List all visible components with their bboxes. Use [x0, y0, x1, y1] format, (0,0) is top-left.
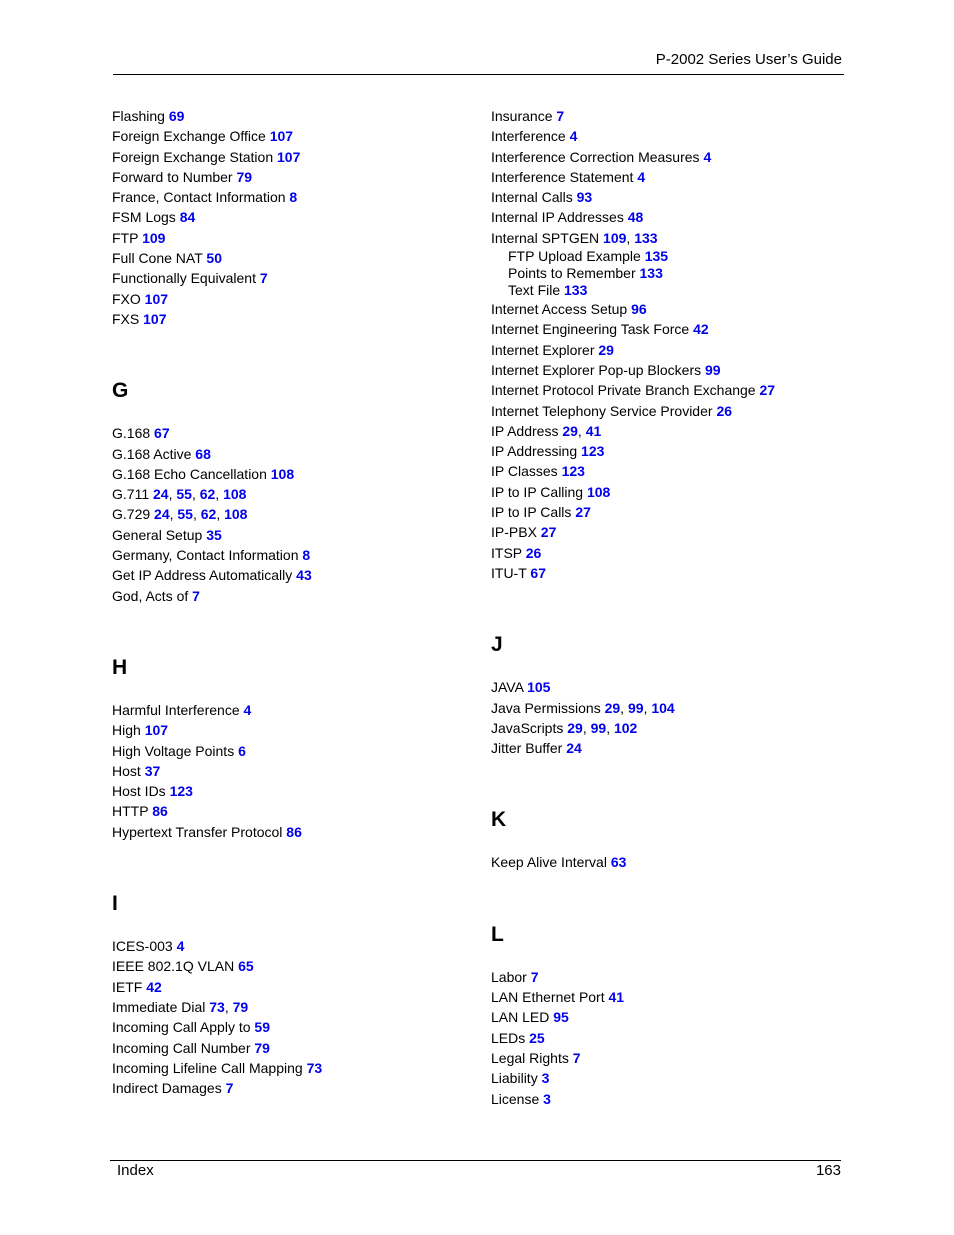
index-entry	[491, 987, 851, 1007]
index-entry	[491, 1048, 851, 1068]
index-term: Internal SPTGEN	[491, 229, 600, 246]
index-entry: Immediate Dial 73, 79	[112, 998, 249, 1015]
index-entry	[112, 1038, 472, 1058]
page-link[interactable]: 86	[286, 823, 302, 840]
index-entry	[491, 1089, 851, 1109]
index-term: Internet Telephony Service Provider	[491, 402, 713, 419]
index-entry	[112, 464, 472, 484]
page-link[interactable]: 102	[613, 719, 638, 736]
index-entry	[112, 268, 472, 288]
page-link[interactable]: 62	[200, 506, 217, 523]
index-column-left	[112, 106, 472, 1098]
footer-section-name: Index	[117, 1162, 154, 1179]
page-link[interactable]: 7	[259, 270, 268, 287]
index-entry	[491, 340, 851, 360]
index-entry	[112, 822, 472, 842]
index-term: G.168 Active	[112, 445, 192, 462]
index-term: Foreign Exchange Station	[112, 148, 274, 165]
page-link[interactable]: 24	[154, 506, 170, 523]
index-entry	[112, 187, 472, 207]
index-entry	[112, 936, 472, 956]
index-entry	[491, 1068, 851, 1088]
index-entry	[491, 563, 851, 583]
page-link[interactable]: 37	[144, 762, 161, 779]
page-link[interactable]: 108	[270, 465, 295, 482]
index-letter-heading: G	[112, 379, 129, 403]
index-term: Insurance	[491, 108, 553, 124]
index-entry	[112, 106, 472, 126]
index-entry	[491, 738, 851, 758]
index-entry	[491, 482, 851, 502]
index-term: IP to IP Calling	[491, 483, 584, 500]
index-term: LEDs	[491, 1029, 526, 1046]
index-term: Host	[112, 762, 141, 779]
index-entry	[491, 319, 851, 339]
index-term: FTP Upload Example	[508, 248, 641, 265]
page-link[interactable]: 62	[199, 486, 216, 503]
page-link[interactable]: 7	[192, 587, 200, 604]
footer-divider	[110, 1160, 841, 1161]
page-link[interactable]: 7	[530, 968, 539, 985]
page-link[interactable]: 123	[561, 463, 585, 480]
index-entry	[491, 106, 851, 126]
index-term: Interference Statement	[491, 168, 634, 185]
index-term: Internal Calls	[491, 189, 573, 206]
index-term: G.729	[112, 506, 151, 523]
index-term: Incoming Call Apply to	[112, 1019, 251, 1036]
index-entry	[112, 545, 472, 565]
index-term: ICES-003	[112, 938, 173, 955]
page-link[interactable]: 86	[152, 803, 168, 820]
page-link[interactable]: 65	[238, 958, 254, 975]
index-entry	[112, 781, 472, 801]
page-link[interactable]: 7	[556, 108, 565, 124]
page-link[interactable]: 7	[572, 1049, 581, 1066]
page-link[interactable]: 107	[143, 310, 167, 327]
index-term: Foreign Exchange Office	[112, 128, 266, 145]
index-term: Forward to Number	[112, 168, 233, 185]
page-link[interactable]: 59	[254, 1019, 270, 1036]
index-term: JavaScripts	[491, 719, 564, 736]
index-term: Interference	[491, 128, 566, 145]
index-term: HTTP	[112, 803, 149, 820]
index-term: Liability	[491, 1070, 538, 1087]
page-link[interactable]: 108	[223, 486, 247, 503]
page-link[interactable]: 133	[564, 282, 588, 299]
page-link[interactable]: 104	[651, 699, 675, 716]
index-term: IP Classes	[491, 463, 558, 480]
index-term: Legal Rights	[491, 1049, 569, 1066]
index-letter-heading: J	[491, 633, 503, 657]
page-link[interactable]: 4	[569, 128, 578, 145]
index-subentry	[491, 248, 851, 265]
page-link[interactable]: 4	[637, 168, 646, 185]
index-term: IP Addressing	[491, 443, 578, 460]
index-entry	[112, 289, 472, 309]
index-term: Keep Alive Interval	[491, 854, 607, 871]
page-link[interactable]: 48	[627, 209, 644, 226]
index-term: IEEE 802.1Q VLAN	[112, 958, 235, 975]
page-link[interactable]: 108	[224, 506, 248, 523]
index-entry	[112, 167, 472, 187]
index-entry	[491, 543, 851, 563]
page-link[interactable]: 79	[236, 168, 253, 185]
index-term: Labor	[491, 968, 527, 985]
page-link[interactable]: 107	[144, 290, 169, 307]
index-entry: G.711 24, 55, 62, 108	[112, 486, 247, 503]
index-term: Text File	[508, 282, 561, 299]
index-term: FXS	[112, 310, 140, 327]
index-entry	[112, 741, 472, 761]
page-link[interactable]: 6	[238, 742, 246, 759]
index-entry	[112, 423, 472, 443]
page-link[interactable]: 4	[703, 148, 712, 165]
index-term: ITSP	[491, 544, 522, 561]
page-link[interactable]: 123	[169, 783, 193, 800]
page-link[interactable]: 42	[146, 978, 162, 995]
index-entry	[491, 187, 851, 207]
index-subentry	[491, 282, 851, 299]
index-entry	[491, 147, 851, 167]
page-link[interactable]: 55	[176, 486, 192, 503]
index-entry: IP Address 29, 41	[491, 422, 602, 439]
index-term: Internet Protocol Private Branch Exchange	[491, 382, 756, 399]
page-link[interactable]: 55	[177, 506, 193, 523]
page-link[interactable]: 133	[639, 265, 663, 282]
index-term: Germany, Contact Information	[112, 547, 299, 564]
index-term: Internal IP Addresses	[491, 209, 624, 226]
page-link[interactable]: 123	[581, 443, 605, 460]
index-entry	[112, 228, 472, 248]
index-entry: G.729 24, 55, 62, 108	[112, 506, 248, 523]
index-entry	[112, 720, 472, 740]
page-header-title: P-2002 Series User’s Guide	[655, 51, 842, 68]
index-term: God, Acts of	[112, 587, 189, 604]
page-link[interactable]: 29	[598, 341, 614, 358]
page-link[interactable]: 27	[575, 504, 591, 521]
index-term: Host IDs	[112, 783, 166, 800]
index-entry	[112, 977, 472, 997]
page-link[interactable]: 67	[154, 425, 170, 442]
index-term: JAVA	[491, 679, 524, 696]
index-entry	[491, 360, 851, 380]
page-link[interactable]: 79	[232, 998, 249, 1015]
index-entry	[112, 309, 472, 329]
index-term: LAN Ethernet Port	[491, 989, 605, 1006]
index-term: IETF	[112, 978, 143, 995]
page-link[interactable]: 26	[525, 544, 542, 561]
index-entry	[491, 1007, 851, 1027]
index-term: G.168	[112, 425, 151, 442]
index-term: Internet Explorer	[491, 341, 595, 358]
page-link[interactable]: 29	[604, 699, 621, 716]
page-link[interactable]: 24	[566, 740, 582, 757]
page-link[interactable]: 109	[142, 229, 166, 246]
page-link[interactable]: 68	[195, 445, 211, 462]
index-letter-heading: H	[112, 655, 128, 679]
page-link[interactable]: 96	[631, 301, 647, 318]
page-link[interactable]: 25	[529, 1029, 545, 1046]
index-entry	[112, 586, 472, 606]
page-link[interactable]: 95	[553, 1009, 569, 1026]
index-entry: Java Permissions 29, 99, 104	[491, 699, 675, 716]
index-entry	[112, 207, 472, 227]
index-term: High	[112, 722, 141, 739]
index-term: G.711	[112, 486, 150, 503]
index-term: Java Permissions	[491, 699, 601, 716]
page-link[interactable]: 135	[644, 248, 669, 265]
page-link[interactable]: 107	[277, 148, 301, 165]
index-term: IP to IP Calls	[491, 504, 572, 521]
index-entry	[112, 1058, 472, 1078]
index-term: France, Contact Information	[112, 189, 286, 206]
index-term: FTP	[112, 229, 139, 246]
index-entry	[112, 525, 472, 545]
index-entry	[491, 441, 851, 461]
page-link[interactable]: 107	[269, 128, 294, 145]
page-link[interactable]: 41	[608, 989, 625, 1006]
page-link[interactable]: 3	[541, 1070, 550, 1087]
index-term: Internet Engineering Task Force	[491, 321, 690, 338]
index-term: Points to Remember	[508, 265, 636, 282]
page-link[interactable]: 108	[586, 483, 611, 500]
page-link[interactable]: 99	[590, 719, 607, 736]
index-entry	[112, 801, 472, 821]
index-entry	[112, 126, 472, 146]
index-entry	[491, 167, 851, 187]
index-term: Functionally Equivalent	[112, 270, 256, 287]
index-subentry	[491, 265, 851, 282]
index-term: General Setup	[112, 526, 203, 543]
index-entry	[491, 380, 851, 400]
index-term: Internet Access Setup	[491, 301, 628, 318]
page-link[interactable]: 99	[705, 361, 721, 378]
index-term: IP-PBX	[491, 524, 537, 541]
index-term: License	[491, 1090, 540, 1107]
index-entry	[112, 147, 472, 167]
page-link[interactable]: 27	[759, 382, 776, 399]
index-term: LAN LED	[491, 1009, 550, 1026]
index-term: Incoming Call Number	[112, 1039, 251, 1056]
index-term: High Voltage Points	[112, 742, 235, 759]
index-term: Get IP Address Automatically	[112, 567, 293, 584]
index-term: Jitter Buffer	[491, 740, 563, 757]
page-link[interactable]: 73	[306, 1059, 323, 1076]
page-link[interactable]: 79	[254, 1039, 270, 1056]
page-link[interactable]: 35	[206, 526, 222, 543]
index-term: Interference Correction Measures	[491, 148, 700, 165]
header-divider	[113, 74, 844, 75]
index-entry	[112, 1078, 472, 1098]
index-term: Indirect Damages	[112, 1080, 222, 1097]
page-link[interactable]: 69	[168, 108, 185, 124]
index-entry: JavaScripts 29, 99, 102	[491, 719, 638, 736]
page-link[interactable]: 42	[693, 321, 709, 338]
index-entry	[491, 1028, 851, 1048]
page-link[interactable]: 24	[153, 486, 169, 503]
page-link[interactable]: 67	[530, 564, 546, 581]
index-term: Harmful Interference	[112, 701, 240, 718]
index-entry	[491, 852, 851, 872]
page-link[interactable]: 50	[206, 250, 222, 267]
index-entry	[491, 967, 851, 987]
index-term: Immediate Dial	[112, 998, 206, 1015]
index-term: Flashing	[112, 108, 165, 124]
page-link[interactable]: 8	[289, 189, 298, 206]
index-entry	[112, 700, 472, 720]
index-entry	[491, 502, 851, 522]
index-term: Hypertext Transfer Protocol	[112, 823, 283, 840]
page-link[interactable]: 107	[144, 722, 169, 739]
page-link[interactable]: 93	[576, 189, 593, 206]
page-link[interactable]: 105	[527, 679, 551, 696]
index-entry	[491, 677, 851, 697]
index-entry	[112, 1017, 472, 1037]
index-entry	[491, 461, 851, 481]
page-link[interactable]: 84	[179, 209, 196, 226]
page-link[interactable]: 99	[627, 699, 644, 716]
index-term: FSM Logs	[112, 209, 176, 226]
index-term: Incoming Lifeline Call Mapping	[112, 1059, 303, 1076]
footer-page-number: 163	[815, 1162, 841, 1179]
index-entry	[112, 956, 472, 976]
index-term: Full Cone NAT	[112, 250, 203, 267]
page-link[interactable]: 29	[567, 719, 583, 736]
index-term: G.168 Echo Cancellation	[112, 465, 267, 482]
index-entry	[112, 248, 472, 268]
index-entry: Internal SPTGEN 109, 133	[491, 229, 658, 246]
page-link[interactable]: 27	[540, 524, 557, 541]
page-link[interactable]: 43	[296, 567, 312, 584]
index-entry	[112, 565, 472, 585]
index-entry	[491, 299, 851, 319]
index-letter-heading: L	[491, 922, 504, 946]
index-entry	[491, 207, 851, 227]
page-link[interactable]: 4	[243, 701, 252, 718]
page-link[interactable]: 41	[585, 422, 602, 439]
page-link[interactable]: 133	[634, 229, 658, 246]
page-link[interactable]: 63	[610, 854, 627, 871]
index-term: ITU-T	[491, 564, 527, 581]
index-term: FXO	[112, 290, 141, 307]
index-letter-heading: I	[112, 892, 118, 916]
index-entry	[491, 522, 851, 542]
index-entry	[112, 761, 472, 781]
page-link[interactable]: 3	[543, 1090, 551, 1107]
index-entry	[491, 126, 851, 146]
page-link[interactable]: 109	[603, 229, 627, 246]
page-link[interactable]: 73	[209, 998, 225, 1015]
page-link[interactable]: 29	[562, 422, 578, 439]
index-entry	[112, 444, 472, 464]
page-link[interactable]: 26	[716, 402, 733, 419]
index-letter-heading: K	[491, 808, 507, 832]
index-column-right	[491, 106, 851, 1109]
page-link[interactable]: 4	[176, 938, 185, 955]
page-link[interactable]: 8	[302, 547, 311, 564]
index-term: Internet Explorer Pop-up Blockers	[491, 361, 702, 378]
index-term: IP Address	[491, 422, 559, 439]
page-link[interactable]: 7	[225, 1080, 234, 1097]
index-entry	[491, 401, 851, 421]
